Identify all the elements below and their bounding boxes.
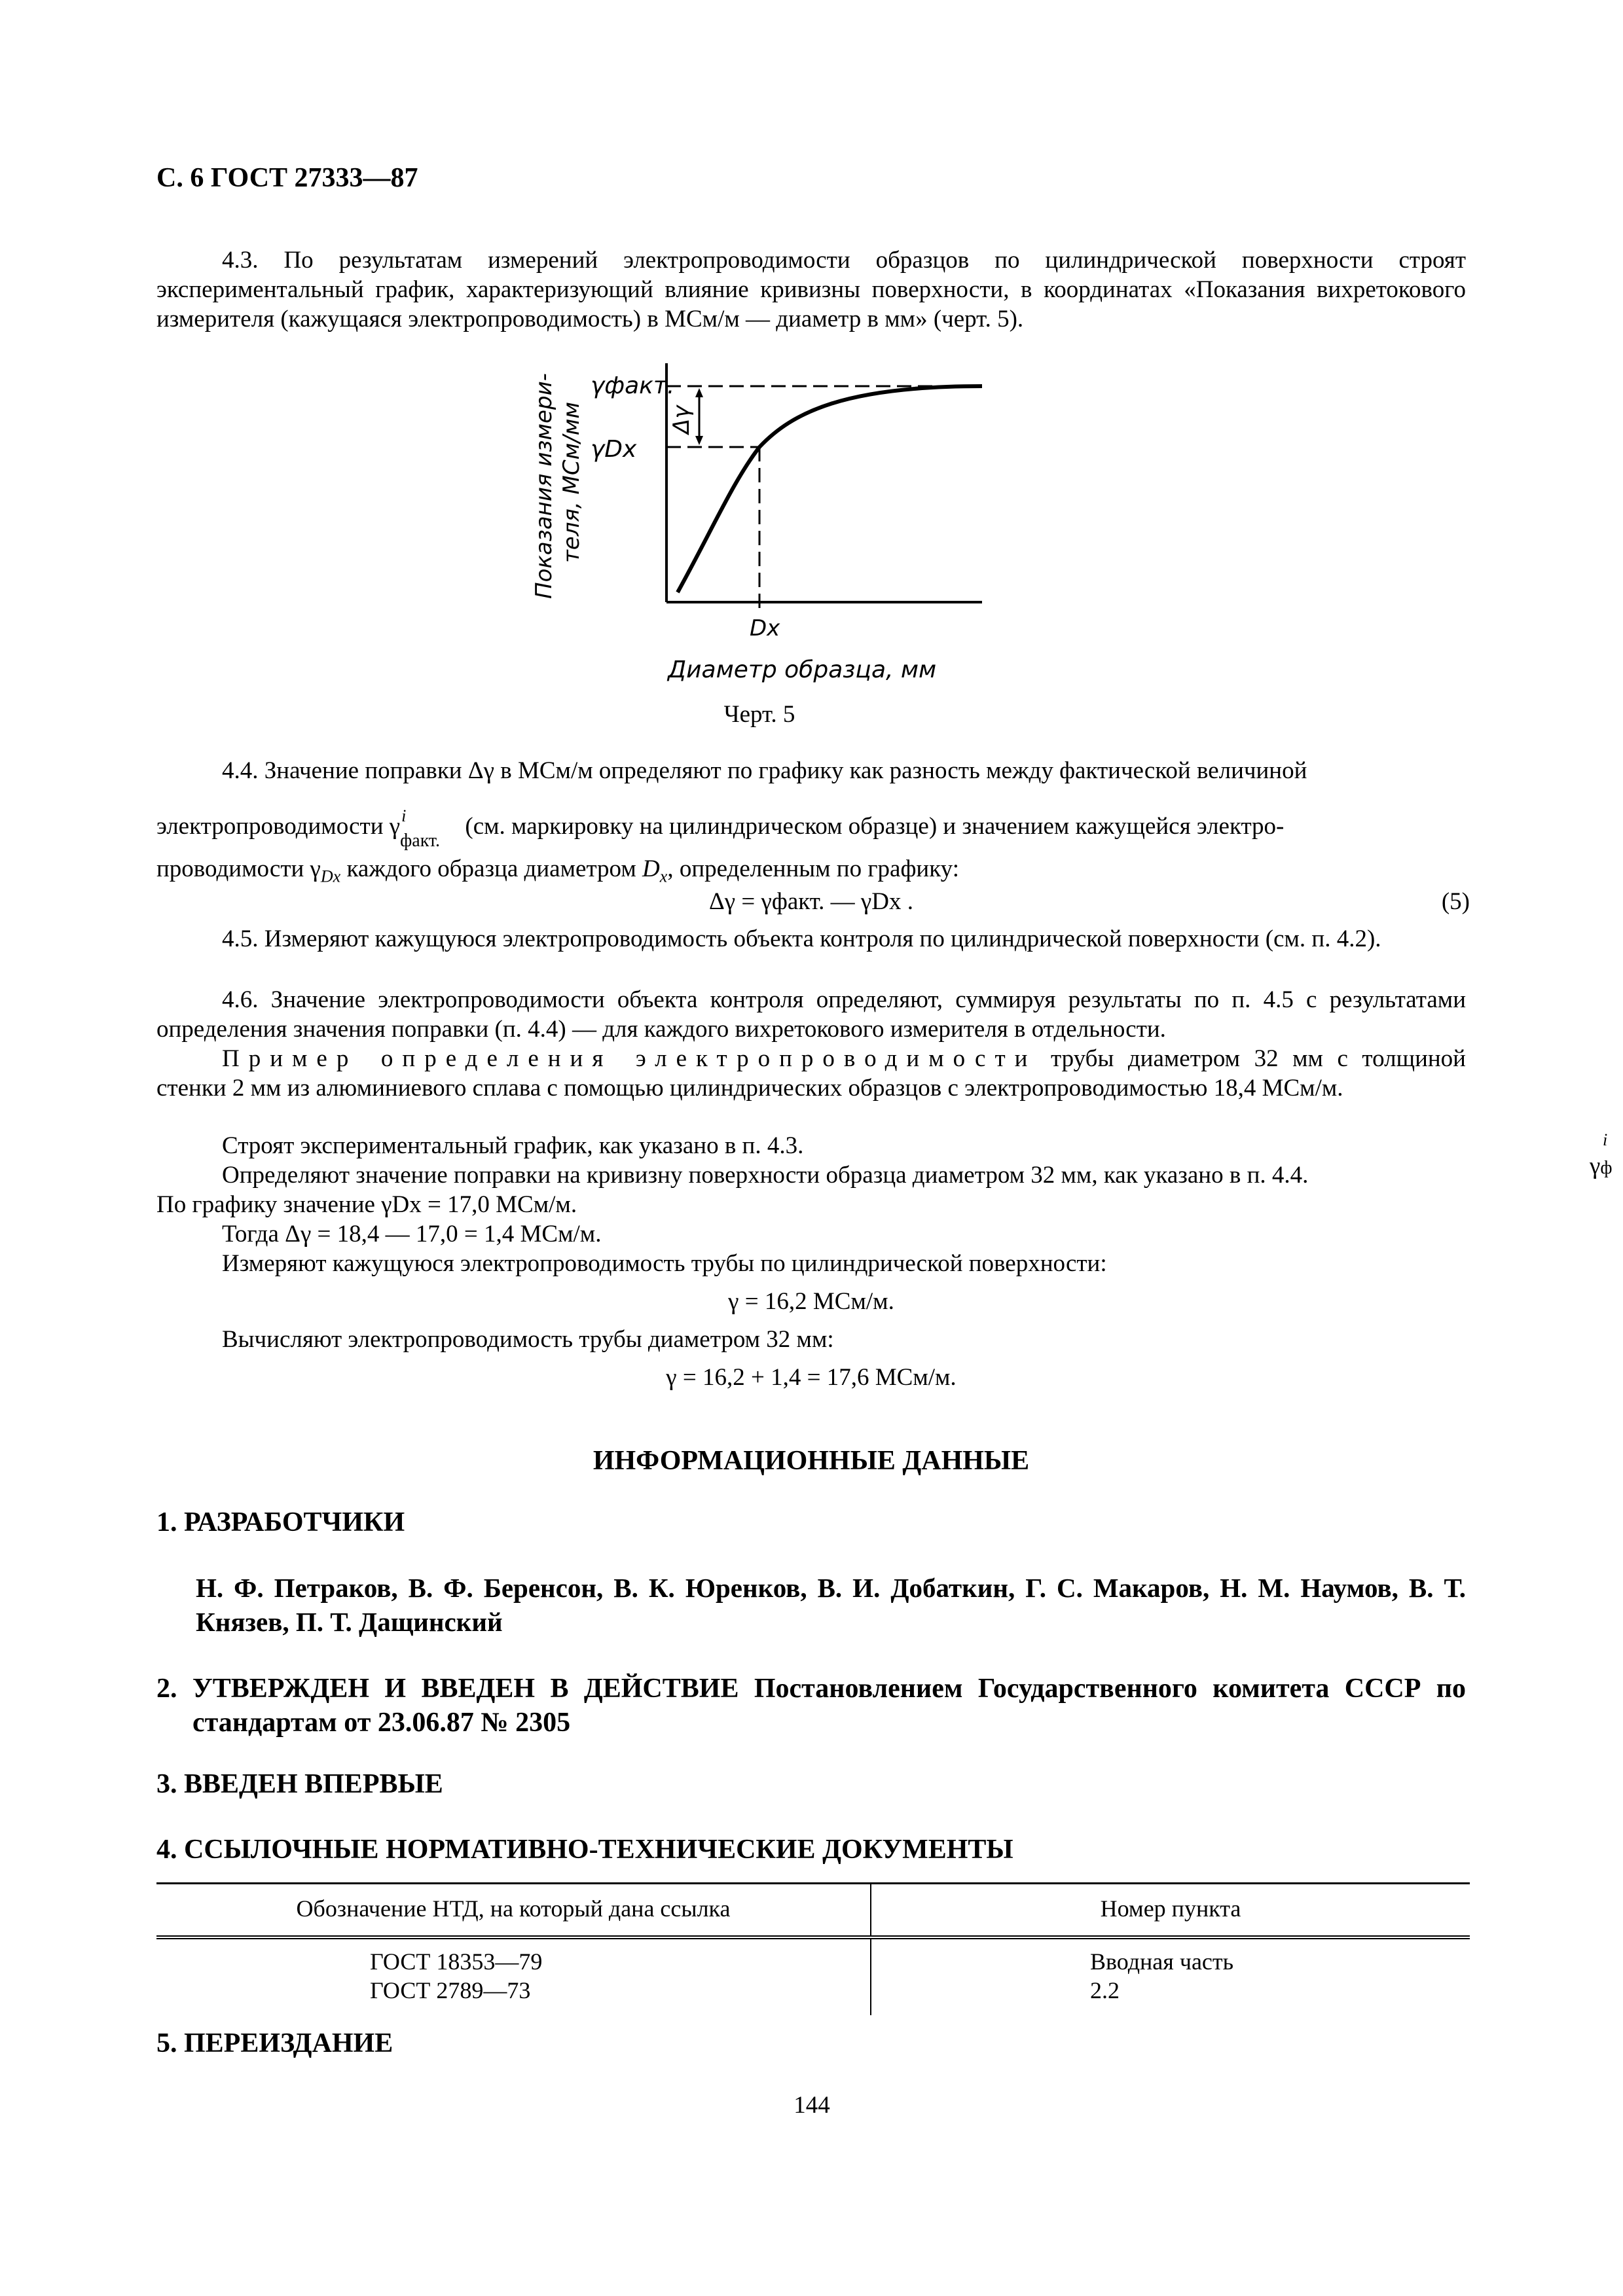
example-paragraph: [156, 1044, 1466, 1103]
paragraph-4-3: 4.3. По результатам измерений электропроводимости образцов по цилиндрической поверхности строят экспериментальный график, характеризующий влияние кривизны поверхности, в координатах «Показания вихретокового измерителя (кажущаяся электропроводимость) в МСм/м — диаметр в мм» (черт. 5).: [156, 247, 1466, 332]
table-cell-doc: ГОСТ 2789—73: [156, 1976, 871, 2015]
formula-gamma-measured: γ = 16,2 МСм/м.: [728, 1288, 894, 1315]
edge-sub: ф: [1600, 1158, 1613, 1178]
figure-chart-5: [517, 350, 989, 691]
y-axis-label-2: теля, МСм/мм: [558, 401, 585, 563]
section-5-title: 5. ПЕРЕИЗДАНИЕ: [156, 2028, 393, 2058]
delta-arrow-top: [695, 388, 703, 397]
subscript-fact: факт.: [400, 831, 441, 851]
gamma-dx-label: γDx: [591, 436, 637, 463]
delta-label: Δγ: [668, 405, 695, 434]
paragraph-4-4-line2: [156, 806, 1466, 851]
section-1-title: 1. РАЗРАБОТЧИКИ: [156, 1507, 405, 1537]
paragraph-4-4-line3: [156, 854, 1466, 891]
subscript-x: x: [659, 867, 668, 886]
edge-symbol-fragment: [1590, 1127, 1623, 1206]
gamma-fact-index: [400, 806, 459, 851]
formula-gamma-result: γ = 16,2 + 1,4 = 17,6 МСм/м.: [666, 1364, 957, 1391]
gamma-fact-label: γфакт.: [591, 372, 675, 399]
example-line-4: Тогда Δγ = 18,4 — 17,0 = 1,4 МСм/м.: [222, 1221, 602, 1247]
table-row: [156, 1937, 1470, 1976]
example-text: трубы диаметром 32 мм с толщиной стенки 2 мм из алюминиевого сплава с помощью цилиндрических образцов с электропроводимостью 18,4 МСм/м.: [156, 1045, 1466, 1102]
dx-label: Dx: [750, 615, 780, 641]
section-2-title: 2. УТВЕРЖДЕН И ВВЕДЕН В ДЕЙСТВИЕ Постановлением Государственного комитета СССР по стандартам от 23.06.87 № 2305: [156, 1674, 1466, 1738]
table-header-row: [156, 1884, 1470, 1937]
table-cell-doc: ГОСТ 18353—79: [156, 1937, 871, 1976]
section-4-title: 4. ССЫЛОЧНЫЕ НОРМАТИВНО-ТЕХНИЧЕСКИЕ ДОКУМЕНТЫ: [156, 1835, 1013, 1865]
running-title: С. 6 ГОСТ 27333—87: [156, 163, 418, 193]
p44-text-a: электропроводимости γ: [156, 813, 401, 840]
superscript-i: i: [401, 806, 407, 825]
paragraph-4-4-line1: 4.4. Значение поправки Δγ в МСм/м определяют по графику как разность между фактической величиной: [222, 757, 1307, 784]
paragraph-4-5: 4.5. Измеряют кажущуюся электропроводимость объекта контроля по цилиндрической поверхности (см. п. 4.2).: [222, 925, 1381, 952]
symbol-d: D: [642, 855, 660, 882]
example-line-2: Определяют значение поправки на кривизну поверхности образца диаметром 32 мм, как указано в п. 4.4.: [222, 1162, 1309, 1189]
table-row: [156, 1976, 1470, 2015]
formula-5-number: (5): [1441, 888, 1470, 915]
p44-text-d: каждого образца диаметром: [340, 855, 643, 882]
info-heading: ИНФОРМАЦИОННЫЕ ДАННЫЕ: [593, 1446, 1030, 1476]
section-3-title: 3. ВВЕДЕН ВПЕРВЫЕ: [156, 1769, 443, 1799]
table-cell-clause: 2.2: [1090, 1977, 1120, 2003]
column-header-document: Обозначение НТД, на который дана ссылка: [156, 1884, 871, 1937]
curve-line: [678, 386, 982, 592]
edge-base: γ: [1590, 1153, 1601, 1179]
subscript-dx: Dx: [320, 867, 341, 886]
example-line-5: Измеряют кажущуюся электропроводимость трубы по цилиндрической поверхности:: [222, 1250, 1107, 1277]
table-cell-clause: Вводная часть: [1090, 1948, 1234, 1975]
figure-caption: Черт. 5: [723, 701, 795, 728]
p44-text-b: (см. маркировку на цилиндрическом образце) и значением кажущейся электро-: [459, 813, 1285, 840]
page-number: 144: [793, 2092, 830, 2119]
example-line-6: Вычисляют электропроводимость трубы диаметром 32 мм:: [222, 1326, 834, 1353]
p44-text-c: проводимости γ: [156, 855, 321, 882]
section-1-body: Н. Ф. Петраков, В. Ф. Беренсон, В. К. Юренков, В. И. Добаткин, Г. С. Макаров, Н. М. Наумов, В. Т. Князев, П. Т. Дащинский: [196, 1573, 1466, 1637]
example-heading: Пример определения электропроводимости: [222, 1045, 1037, 1072]
p44-text-e: , определенным по графику:: [667, 855, 959, 882]
reference-table: [156, 1884, 1470, 2015]
delta-arrow-bottom: [695, 436, 703, 445]
x-axis-label: Диаметр образца, мм: [668, 656, 937, 683]
reference-table-wrapper: [156, 1882, 1470, 2015]
column-header-clause: Номер пункта: [871, 1884, 1470, 1937]
example-line-3: По графику значение γDx = 17,0 МСм/м.: [156, 1191, 577, 1218]
y-axis-label-1: Показания измери-: [531, 373, 557, 599]
formula-5: Δγ = γфакт. — γDx .: [709, 888, 913, 915]
example-line-1: Строят экспериментальный график, как указано в п. 4.3.: [222, 1132, 804, 1159]
paragraph-4-6: 4.6. Значение электропроводимости объекта контроля определяют, суммируя результаты по п. 4.5 с результатами определения значения поправки (п. 4.4) — для каждого вихретокового измерителя в отдельности.: [156, 986, 1466, 1043]
edge-sup: i: [1603, 1130, 1608, 1149]
